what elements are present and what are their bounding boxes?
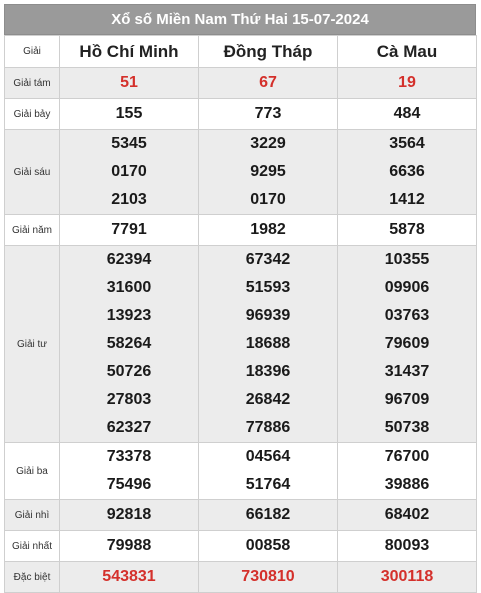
prize-row-giai-nhat	[5, 531, 477, 562]
prize-number: 5345	[111, 135, 147, 152]
special-prize-number: 730810	[241, 568, 295, 585]
prize-number: 96939	[245, 307, 291, 324]
prize-row-giai-tam	[5, 68, 477, 99]
prize-number: 67	[259, 74, 277, 91]
prize-number: 6636	[389, 163, 425, 180]
prize-number: 50738	[384, 419, 430, 436]
prize-number: 1982	[250, 221, 286, 238]
prize-label: Giải sáu	[5, 130, 60, 215]
prize-label: Giải nhất	[5, 531, 60, 562]
prize-number: 68402	[384, 506, 430, 523]
prize-number: 7791	[111, 221, 147, 238]
prize-number: 39886	[384, 476, 430, 493]
prize-number: 19	[398, 74, 416, 91]
prize-number: 31437	[384, 363, 430, 380]
prize-label: Đặc biệt	[5, 562, 60, 593]
prize-number: 155	[115, 105, 143, 122]
prize-number: 77886	[245, 419, 291, 436]
prize-label: Giải bảy	[5, 99, 60, 130]
prize-number: 09906	[384, 279, 430, 296]
header-row	[5, 36, 477, 68]
prize-number: 26842	[245, 391, 291, 408]
lottery-results	[4, 4, 476, 593]
prize-number: 10355	[384, 251, 430, 268]
prize-number: 9295	[250, 163, 286, 180]
prize-number: 13923	[106, 307, 152, 324]
prize-number: 62327	[106, 419, 152, 436]
prize-number: 80093	[384, 537, 430, 554]
prize-number: 3229	[250, 135, 286, 152]
prize-row-giai-ba	[5, 443, 477, 500]
prize-label: Giải tám	[5, 68, 60, 99]
prize-number: 51593	[245, 279, 291, 296]
prize-row-giai-sau	[5, 130, 477, 215]
prize-number: 27803	[106, 391, 152, 408]
prize-number: 03763	[384, 307, 430, 324]
prize-label: Giải ba	[5, 443, 60, 500]
prize-number: 2103	[111, 191, 147, 208]
prize-row-giai-nhi	[5, 500, 477, 531]
prize-number: 0170	[250, 191, 286, 208]
prize-number: 76700	[384, 448, 430, 465]
province-dong-thap: Đồng Tháp	[199, 36, 338, 68]
prize-row-dac-biet	[5, 562, 477, 593]
prize-number: 50726	[106, 363, 152, 380]
prize-number: 484	[393, 105, 421, 122]
prize-number: 51764	[245, 476, 291, 493]
prize-number: 79988	[106, 537, 152, 554]
prize-row-giai-bay	[5, 99, 477, 130]
prize-row-giai-nam	[5, 215, 477, 246]
prize-row-giai-tu	[5, 246, 477, 443]
special-prize-number: 300118	[380, 568, 434, 585]
results-title: Xổ số Miền Nam Thứ Hai 15-07-2024	[4, 4, 476, 35]
province-ca-mau: Cà Mau	[338, 36, 477, 68]
prize-number: 92818	[106, 506, 152, 523]
results-table	[4, 35, 477, 593]
prize-number: 75496	[106, 476, 152, 493]
prize-number: 3564	[389, 135, 425, 152]
header-prize-label: Giải	[5, 36, 60, 68]
prize-label: Giải năm	[5, 215, 60, 246]
prize-number: 51	[120, 74, 138, 91]
prize-number: 67342	[245, 251, 291, 268]
prize-number: 5878	[389, 221, 425, 238]
prize-rows	[5, 68, 477, 593]
prize-number: 79609	[384, 335, 430, 352]
prize-number: 66182	[245, 506, 291, 523]
prize-number: 31600	[106, 279, 152, 296]
prize-number: 0170	[111, 163, 147, 180]
prize-number: 1412	[389, 191, 425, 208]
prize-number: 73378	[106, 448, 152, 465]
prize-number: 18688	[245, 335, 291, 352]
prize-label: Giải nhì	[5, 500, 60, 531]
prize-number: 04564	[245, 448, 291, 465]
province-ho-chi-minh: Hồ Chí Minh	[60, 36, 199, 68]
prize-number: 773	[254, 105, 282, 122]
prize-number: 18396	[245, 363, 291, 380]
prize-number: 62394	[106, 251, 152, 268]
prize-number: 00858	[245, 537, 291, 554]
special-prize-number: 543831	[102, 568, 156, 585]
prize-label: Giải tư	[5, 246, 60, 443]
prize-number: 96709	[384, 391, 430, 408]
prize-number: 58264	[106, 335, 152, 352]
